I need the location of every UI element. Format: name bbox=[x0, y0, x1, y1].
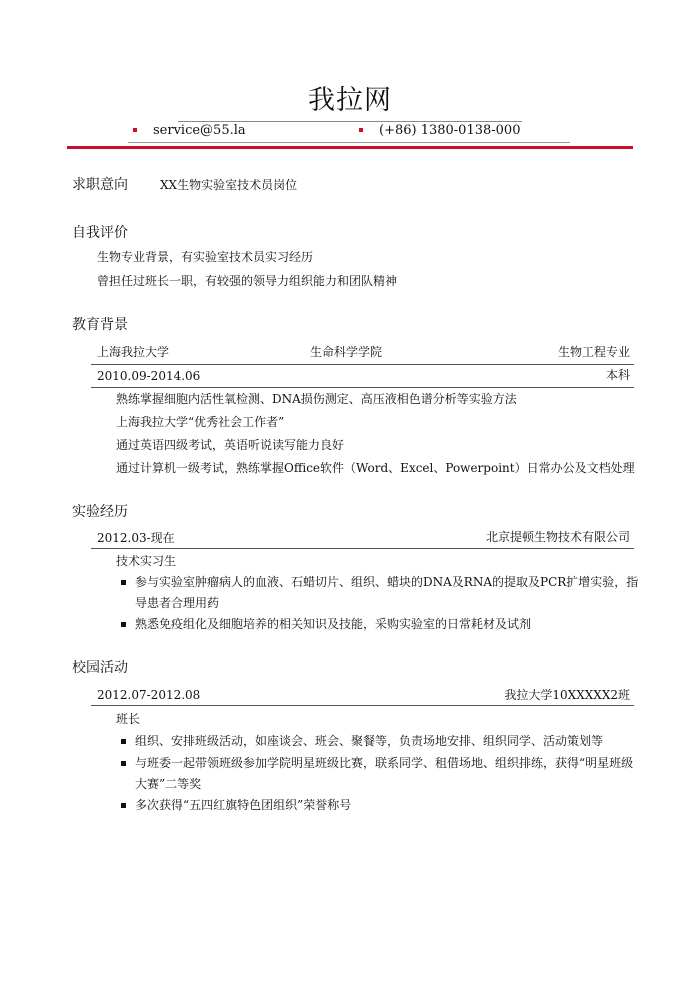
experience-rule bbox=[91, 548, 634, 549]
contact-phone bbox=[359, 121, 520, 141]
education-detail: 上海我拉大学“优秀社会工作者” bbox=[116, 415, 285, 429]
campus-role: 班长 bbox=[116, 712, 141, 726]
resume-name: 我拉网 bbox=[308, 85, 392, 116]
accent-bar bbox=[67, 146, 633, 149]
bullet-icon bbox=[359, 128, 363, 132]
experience-item: 熟悉免疫组化及细胞培养的相关知识及技能，采购实验室的日常耗材及试剂 bbox=[121, 614, 641, 635]
email-text: service@55.la bbox=[153, 123, 246, 138]
education-college: 生命科学学院 bbox=[310, 345, 383, 359]
education-rule bbox=[91, 364, 634, 365]
objective-value: XX生物实验室技术员岗位 bbox=[160, 178, 298, 192]
experience-item: 参与实验室肿瘤病人的血液、石蜡切片、组织、蜡块的DNA及RNA的提取及PCR扩增实验，指导患者合理用药 bbox=[121, 572, 641, 614]
bullet-icon bbox=[121, 622, 126, 627]
contact-email bbox=[133, 121, 246, 141]
bullet-icon bbox=[121, 761, 126, 766]
campus-period: 2012.07-2012.08 bbox=[97, 688, 201, 702]
education-rule bbox=[91, 387, 634, 388]
bullet-icon bbox=[121, 739, 126, 744]
bullet-icon bbox=[121, 803, 126, 808]
education-detail: 熟练掌握细胞内活性氧检测、DNA损伤测定、高压液相色谱分析等实验方法 bbox=[116, 392, 517, 406]
education-school: 上海我拉大学 bbox=[97, 345, 170, 359]
education-title: 教育背景 bbox=[72, 317, 128, 333]
experience-title: 实验经历 bbox=[72, 504, 128, 520]
campus-item: 多次获得“五四红旗特色团组织”荣誉称号 bbox=[121, 795, 641, 816]
education-detail: 通过计算机一级考试，熟练掌握Office软件（Word、Excel、Powerpoint）日常办公及文档处理 bbox=[116, 461, 635, 475]
education-detail: 通过英语四级考试，英语听说读写能力良好 bbox=[116, 438, 345, 452]
experience-role: 技术实习生 bbox=[116, 554, 177, 568]
objective-title: 求职意向 bbox=[72, 177, 128, 193]
campus-title: 校园活动 bbox=[72, 660, 128, 676]
education-major: 生物工程专业 bbox=[557, 345, 630, 359]
self-evaluation-title: 自我评价 bbox=[72, 225, 128, 241]
phone-text: (+86) 1380-0138-000 bbox=[379, 123, 521, 138]
campus-rule bbox=[91, 705, 634, 706]
experience-company: 北京提顿生物技术有限公司 bbox=[485, 530, 630, 544]
bullet-icon bbox=[121, 580, 126, 585]
education-degree: 本科 bbox=[605, 368, 630, 382]
self-evaluation-line: 生物专业背景，有实验室技术员实习经历 bbox=[97, 250, 314, 264]
self-evaluation-line: 曾担任过班长一职，有较强的领导力组织能力和团队精神 bbox=[97, 274, 398, 288]
campus-item: 与班委一起带领班级参加学院明星班级比赛，联系同学、租借场地、组织排练，获得“明星班级大赛”二等奖 bbox=[121, 753, 641, 795]
experience-period: 2012.03-现在 bbox=[97, 531, 175, 545]
education-period: 2010.09-2014.06 bbox=[97, 369, 201, 383]
campus-org: 我拉大学10XXXXX2班 bbox=[504, 688, 630, 702]
contact-divider bbox=[128, 142, 570, 143]
campus-item: 组织、安排班级活动，如座谈会、班会、聚餐等，负责场地安排、组织同学、活动策划等 bbox=[121, 731, 641, 752]
bullet-icon bbox=[133, 128, 137, 132]
